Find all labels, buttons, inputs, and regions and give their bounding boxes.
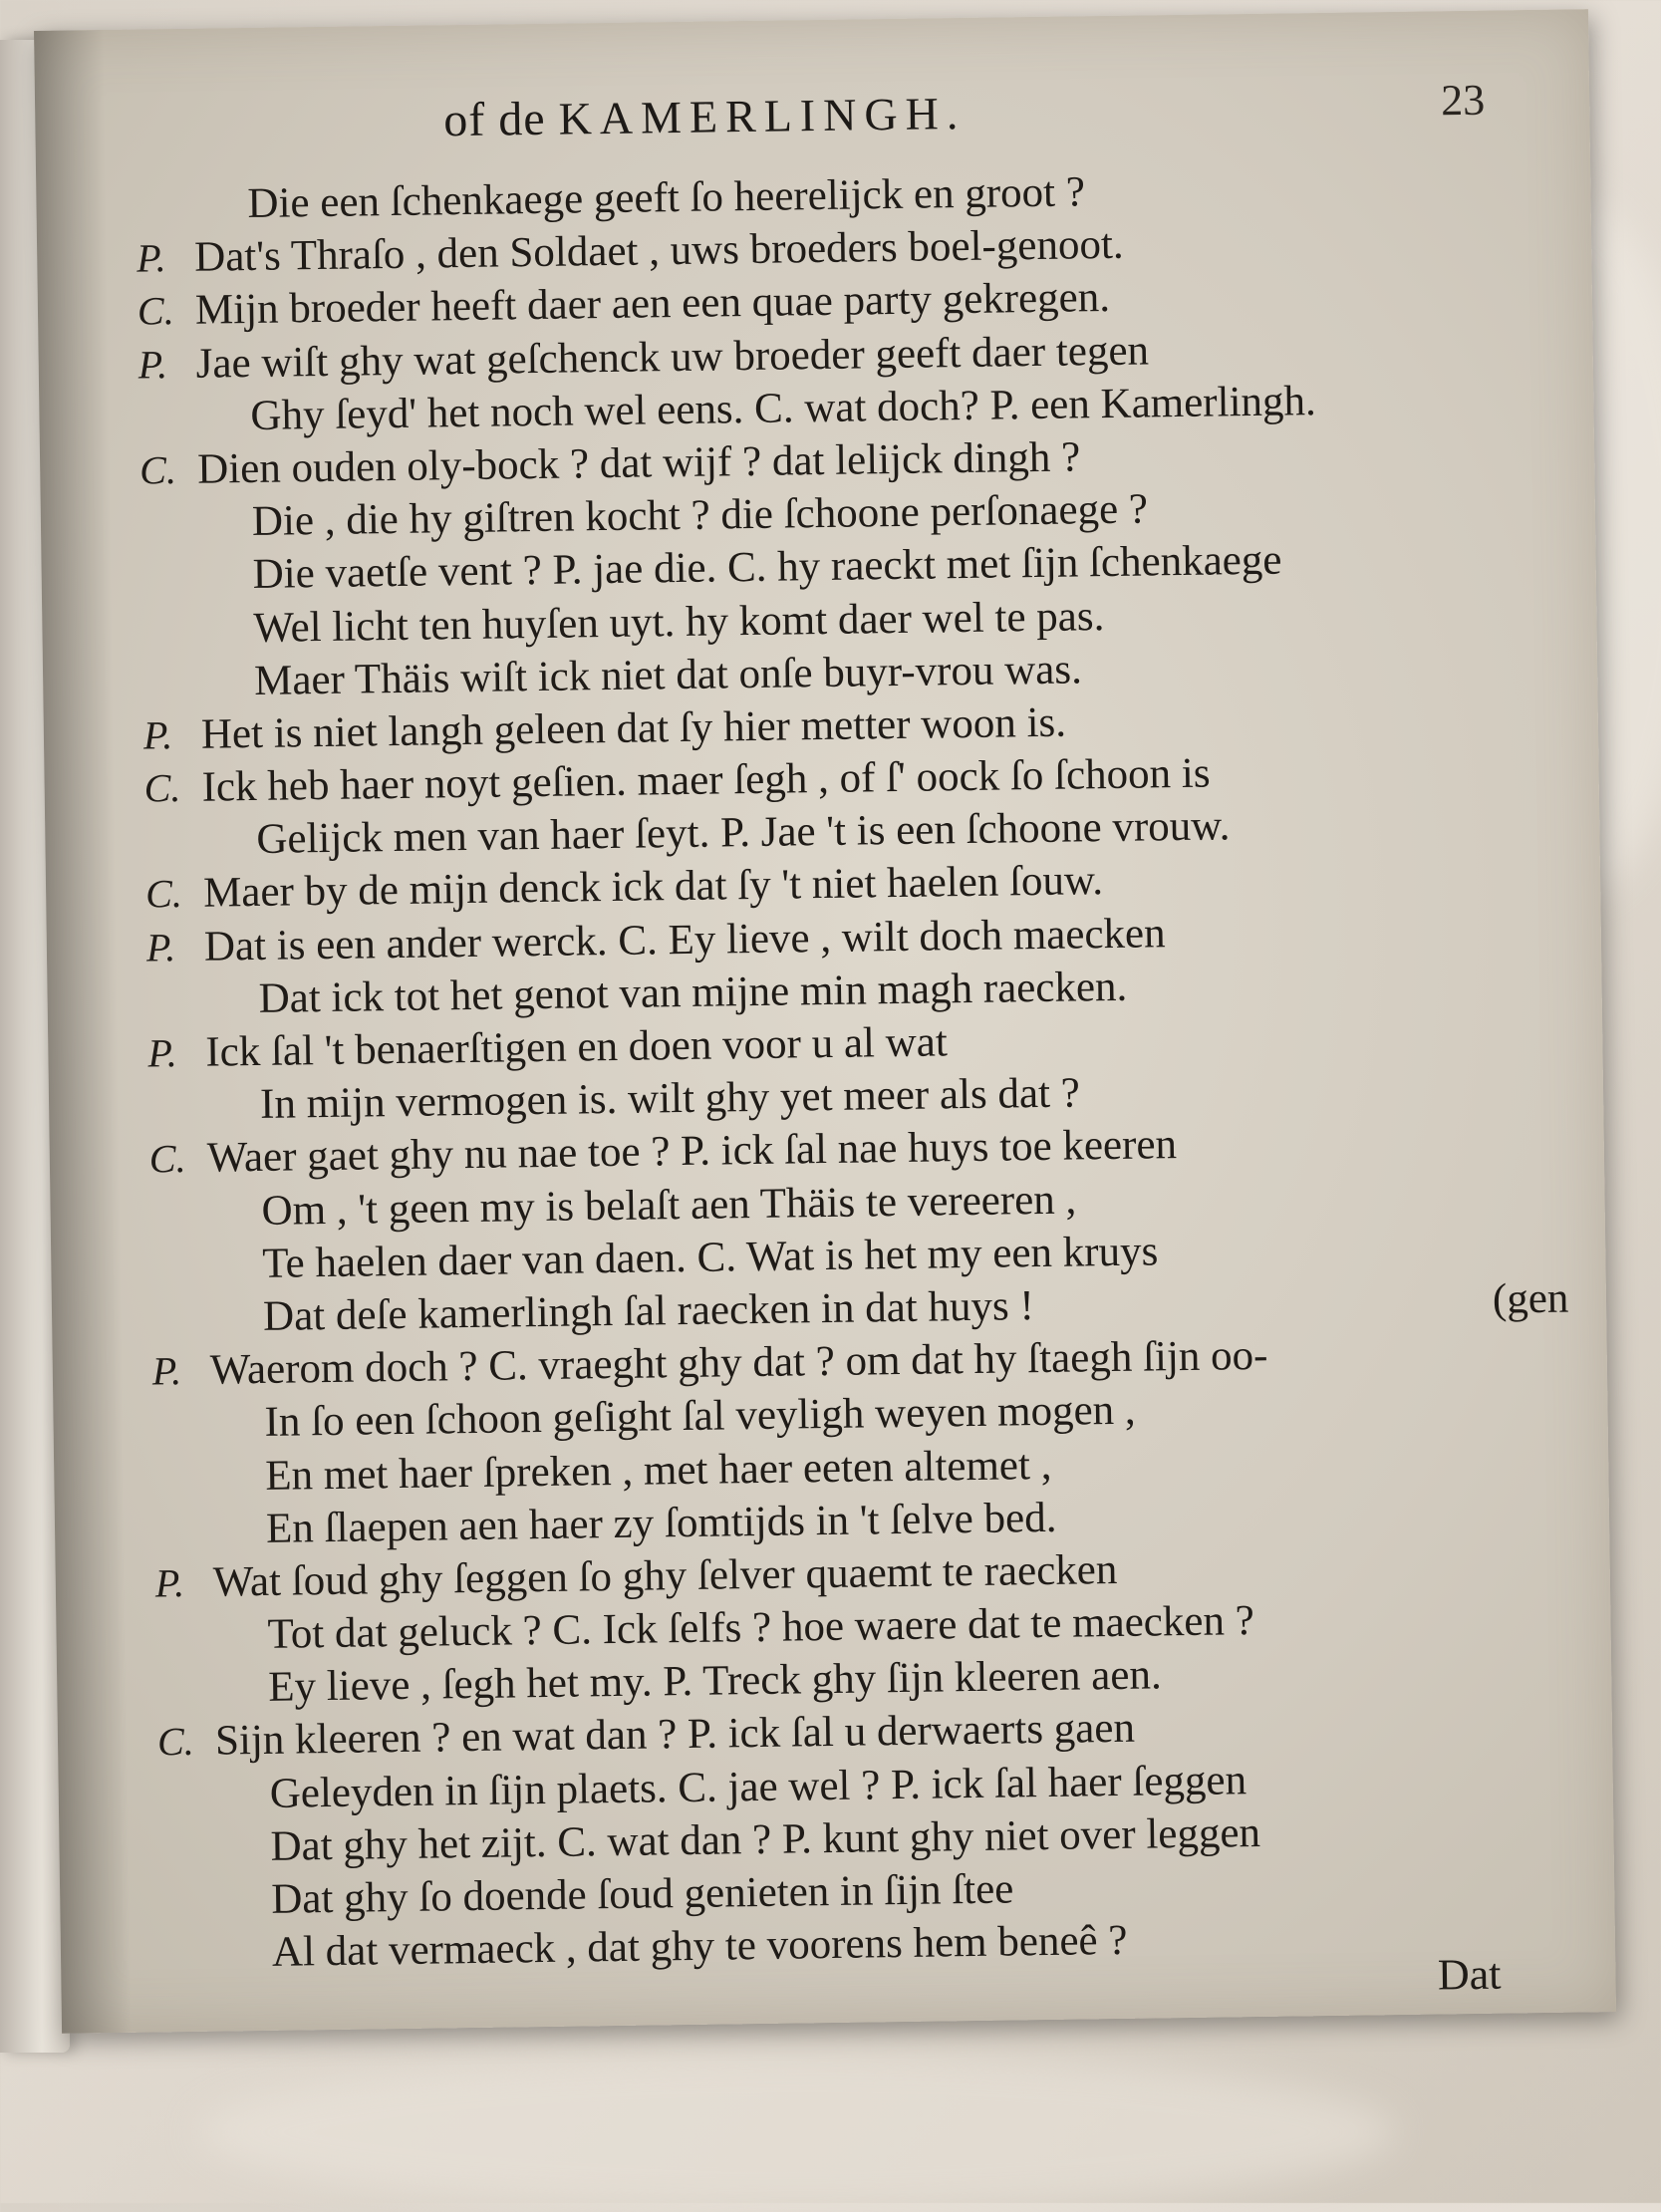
line-text: Gelijck men van haer ſeyt. P. Jae 't is een ſchoone vrouw. <box>256 802 1231 864</box>
line-text: Dat's Thraſo , den Soldaet , uws broeders boel-genoot. <box>193 220 1124 281</box>
line-text: In mijn vermogen is. wilt ghy yet meer als dat ? <box>259 1069 1081 1129</box>
line-text: Geleyden in ſijn plaets. C. jae wel ? P. ick ſal haer ſeggen <box>269 1756 1247 1817</box>
line-text: En met haer ſpreken , met haer eeten altemet , <box>264 1441 1052 1500</box>
line-text: Dat ghy het zijt. C. wat dan ? P. kunt ghy niet over leggen <box>270 1808 1261 1870</box>
dialogue-text <box>136 159 1569 1980</box>
line-text: Die , die hy giſtren kocht ? die ſchoone perſonaege ? <box>251 485 1149 546</box>
line-text: Mijn broeder heeft daer aen een quae party gekregen. <box>194 274 1111 335</box>
speaker-label: C. <box>148 1136 186 1182</box>
line-text: Wel licht ten huyſen uyt. hy komt daer wel te pas. <box>253 592 1105 652</box>
line-text: Maer by de mijn denck ick dat ſy 't niet haelen ſouw. <box>202 857 1104 918</box>
line-text: Dien ouden oly-bock ? dat wijf ? dat lelijck dingh ? <box>196 433 1081 493</box>
line-text: Maer Thäis wiſt ick niet dat onſe buyr-vrou was. <box>253 646 1083 704</box>
speaker-label: C. <box>156 1719 195 1765</box>
page-number: 23 <box>1440 75 1486 126</box>
page-header <box>35 77 1590 168</box>
speaker-label: P. <box>154 1559 185 1606</box>
cloth-highlight <box>199 2053 1395 2212</box>
catchword: Dat <box>1437 1949 1502 2000</box>
running-head-prefix: of de <box>442 92 546 147</box>
line-text: Dat ghy ſo doende ſoud genieten in ſijn ſtee <box>270 1865 1014 1923</box>
line-text: Dat deſe kamerlingh ſal raecken in dat huys ! <box>262 1282 1035 1340</box>
line-text: En ſlaepen aen haer zy ſomtijds in 't ſelve bed. <box>265 1494 1057 1552</box>
line-text: Ick heb haer noyt geſien. maer ſegh , of ſ' oock ſo ſchoon is <box>201 749 1211 811</box>
turnover-word: (gen <box>1492 1274 1569 1323</box>
speaker-label: P. <box>142 711 173 758</box>
book-page <box>34 9 1616 2034</box>
line-text: Dat ick tot het genot van mijne min magh raecken. <box>258 963 1128 1022</box>
line-text: Om , 't geen my is belaſt aen Thäis te vereeren , <box>261 1176 1077 1235</box>
line-text: Sijn kleeren ? en wat dan ? P. ick ſal u derwaerts gaen <box>214 1705 1136 1766</box>
line-text: Ick ſal 't benaerſtigen en doen voor u al wat <box>205 1018 949 1076</box>
line-text: Al dat vermaeck , dat ghy te voorens hem beneê ? <box>271 1917 1128 1977</box>
line-text: Waerom doch ? C. vraeght ghy dat ? om dat hy ſtaegh ſijn oo- <box>209 1331 1268 1394</box>
line-text: Die vaetſe vent ? P. jae die. C. hy raeckt met ſijn ſchenkaege <box>252 536 1282 599</box>
line-text: Te haelen daer van daen. C. Wat is het my een kruys <box>262 1228 1159 1287</box>
speaker-label: P. <box>138 341 168 388</box>
line-text: Ghy ſeyd' het noch wel eens. C. wat doch? P. een Kamerlingh. <box>250 377 1317 439</box>
speaker-label: C. <box>144 871 183 917</box>
speaker-label: P. <box>151 1348 182 1394</box>
running-head-title: KAMERLINGH. <box>558 87 967 144</box>
line-text: Het is niet langh geleen dat ſy hier metter woon is. <box>200 698 1067 758</box>
speaker-label: P. <box>147 1030 177 1076</box>
speaker-label: P. <box>145 924 176 970</box>
line-text: In ſo een ſchoon geſight ſal veyligh weyen mogen , <box>264 1387 1136 1447</box>
speaker-label: C. <box>143 765 181 811</box>
line-text: Tot dat geluck ? C. Ick ſelfs ? hoe waere dat te maecken ? <box>267 1597 1255 1658</box>
line-text: Dat is een ander werck. C. Ey lieve , wilt doch maecken <box>203 909 1166 970</box>
line-text: Wat ſoud ghy ſeggen ſo ghy ſelver quaemt te raecken <box>212 1545 1118 1606</box>
line-text: Ey lieve , ſegh het my. P. Treck ghy ſijn kleeren aen. <box>267 1651 1162 1712</box>
line-text: Die een ſchenkaege geeft ſo heerelijck en groot ? <box>247 168 1086 228</box>
line-text: Waer gaet ghy nu nae toe ? P. ick ſal nae huys toe keeren <box>206 1121 1178 1183</box>
speaker-label: C. <box>137 288 174 334</box>
running-head <box>443 86 967 147</box>
speaker-label: C. <box>138 446 177 493</box>
speaker-label: P. <box>136 235 166 281</box>
line-text: Jae wiſt ghy wat geſchenck uw broeder geeft daer tegen <box>195 326 1150 388</box>
